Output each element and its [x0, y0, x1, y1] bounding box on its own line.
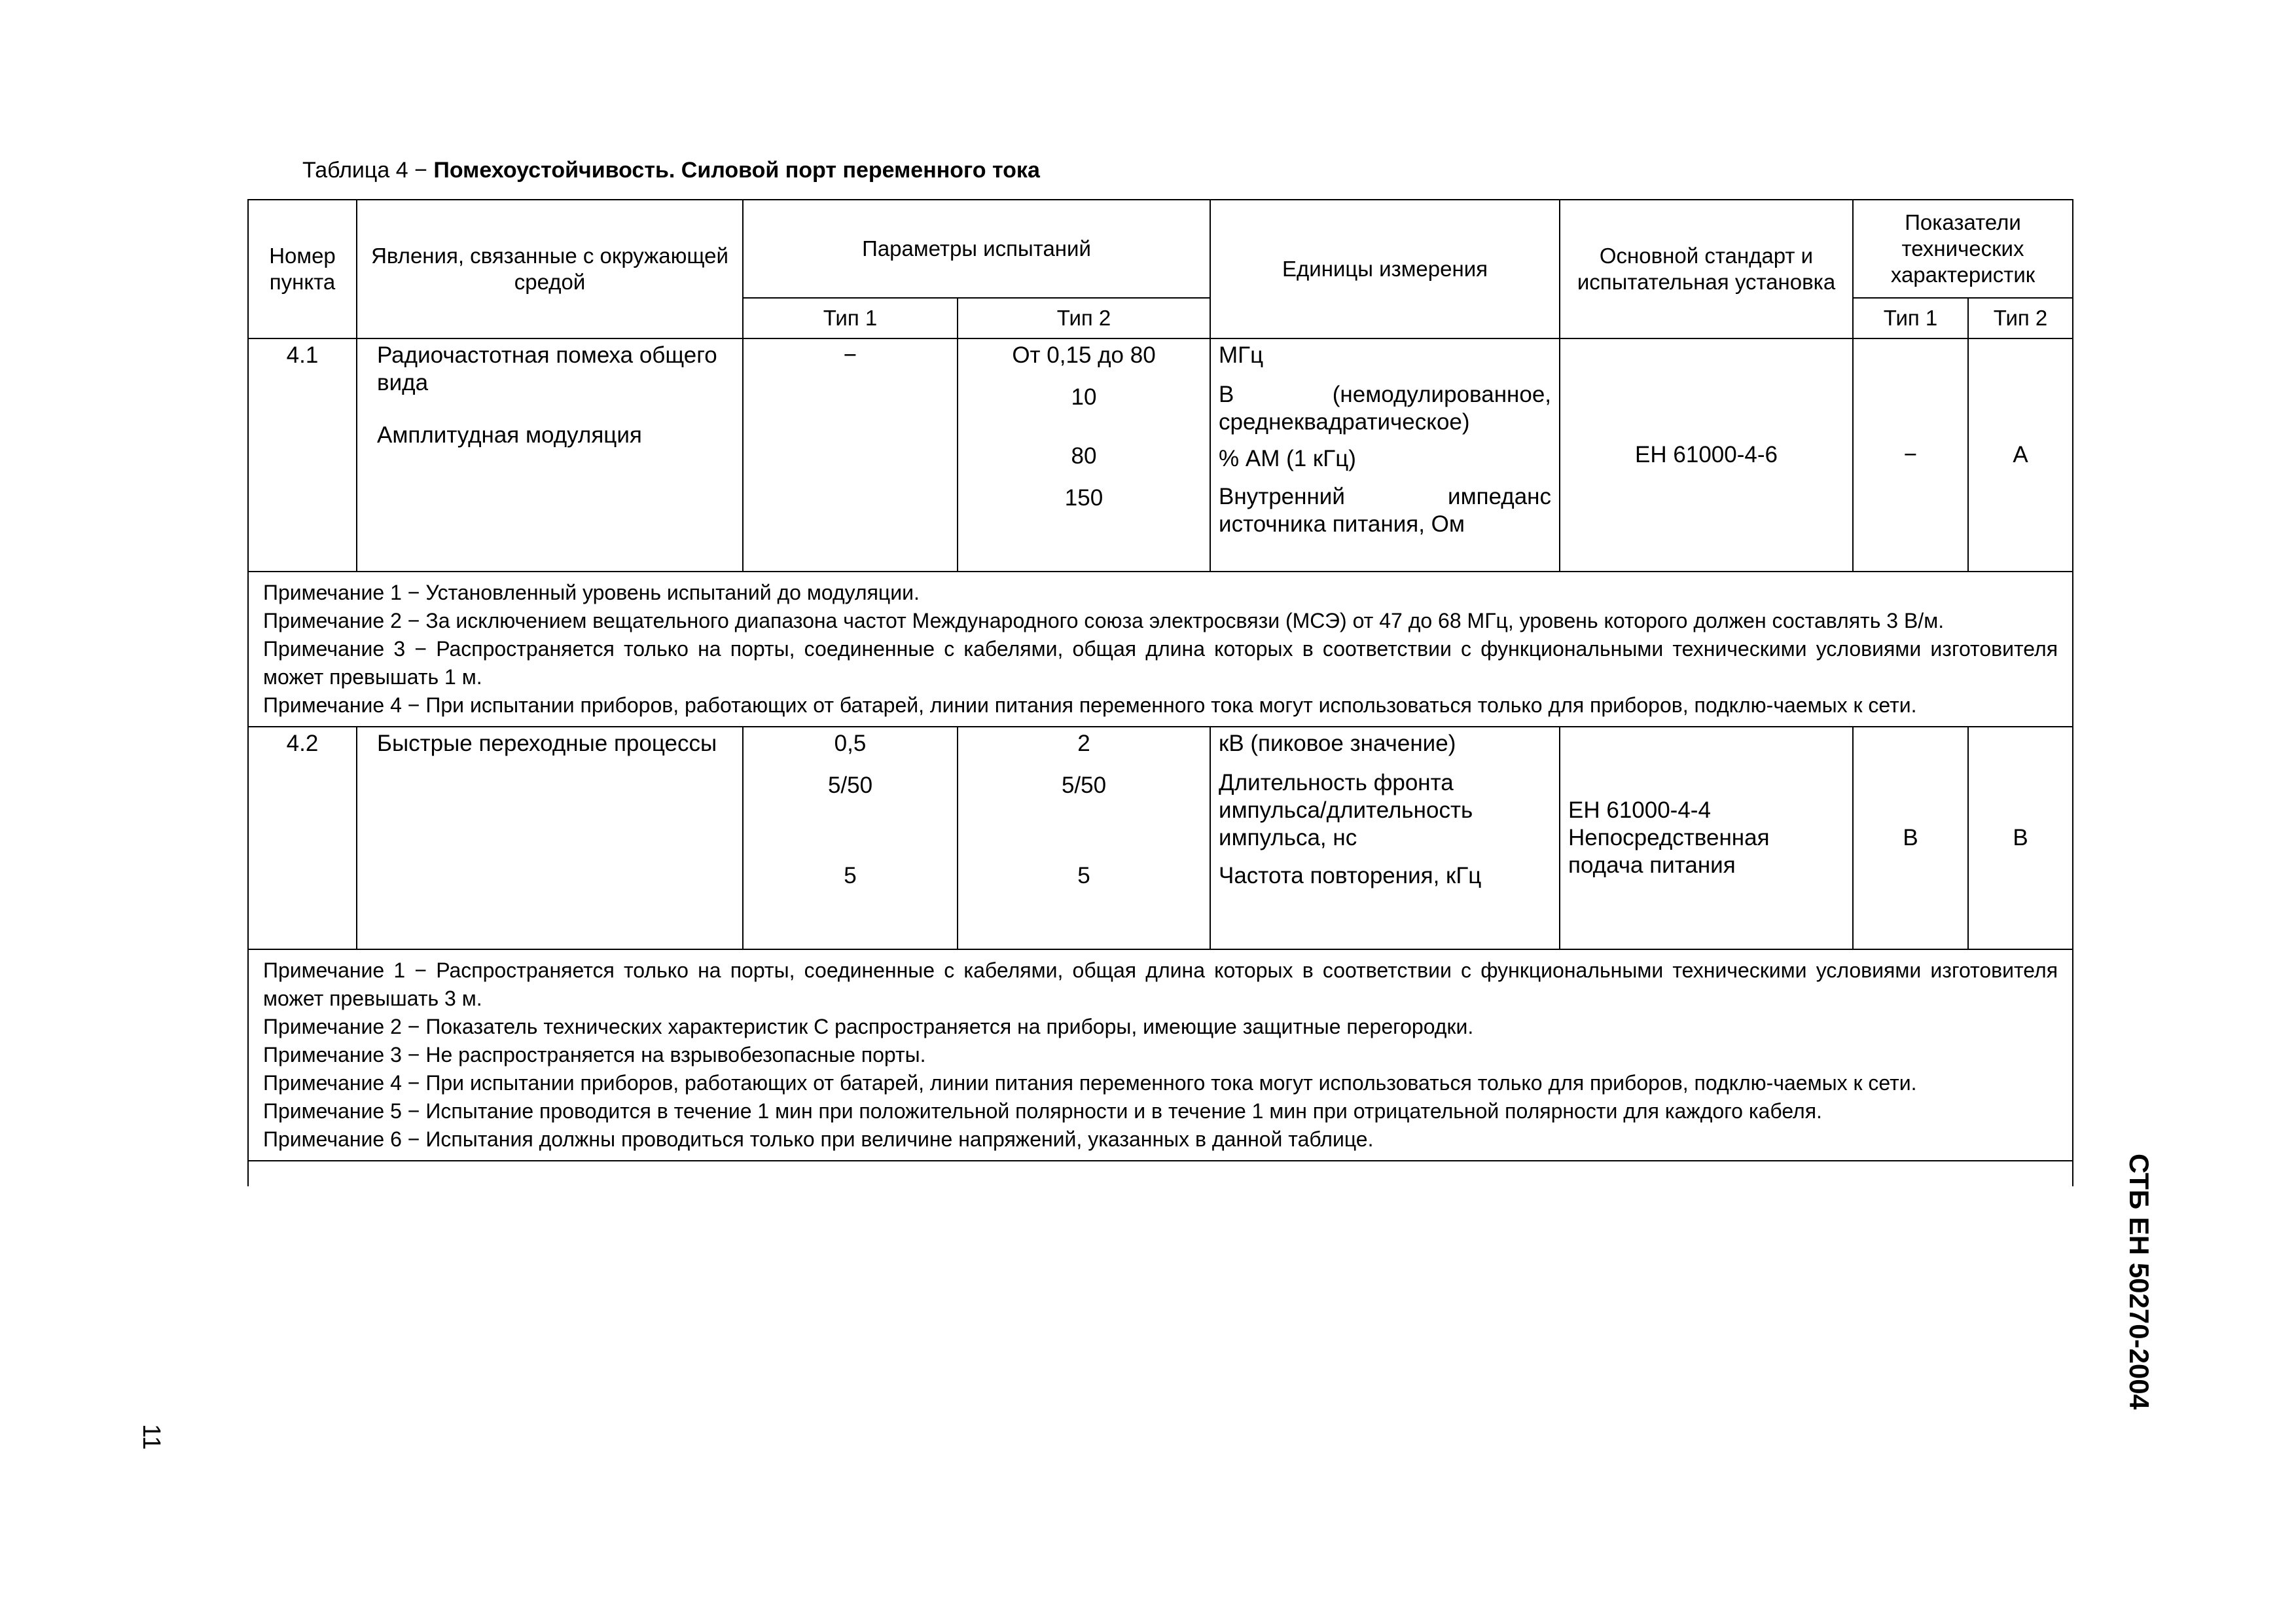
standard-4-1: ЕН 61000-4-6: [1560, 338, 1853, 572]
phenomena-4-1-main: Радиочастотная помеха общего вида: [377, 342, 717, 395]
note-item: Примечание 3 − Распространяется только на порты, соединенные с кабелями, общая длина которых в соответствии с функциональными техническими условиями изготовителя может превышать 1 м.: [263, 637, 2058, 689]
header-perf-type1: Тип 1: [1853, 298, 1968, 338]
immunity-table: [247, 199, 2073, 1186]
perf-type2-4-2: В: [1968, 727, 2073, 949]
header-item-no: Номер пункта: [248, 200, 357, 338]
note-item: Примечание 2 − Показатель технических характеристик С распространяется на приборы, имеющие защитные перегородки.: [263, 1015, 1474, 1038]
note-item: Примечание 4 − При испытании приборов, работающих от батарей, линии питания переменного тока могут использоваться только для приборов, подклю-чаемых к сети.: [263, 693, 1917, 717]
type2-value: 2: [1077, 731, 1090, 756]
standard-4-2-method: Непосредственная подача питания: [1568, 825, 1770, 878]
type1-value: 0,5: [834, 731, 867, 756]
item-no-4-2: 4.2: [248, 727, 357, 949]
type2-value: 5/50: [1061, 773, 1107, 798]
perf-type2-4-1: А: [1968, 338, 2073, 572]
note-item: Примечание 5 − Испытание проводится в течение 1 мин при положительной полярности и в течение 1 мин при отрицательной полярности для каждого кабеля.: [263, 1099, 1822, 1123]
header-standard: Основной стандарт и испытательная установка: [1560, 200, 1853, 338]
header-params-type2: Тип 2: [958, 298, 1210, 338]
units-4-2: [1210, 727, 1560, 949]
unit-value: Внутренний импеданс источника питания, Ом: [1219, 484, 1552, 537]
row-4-2: [248, 727, 2073, 949]
perf-type1-4-1: −: [1853, 338, 1968, 572]
note-item: Примечание 1 − Распространяется только на порты, соединенные с кабелями, общая длина которых в соответствии с функциональными техническими условиями изготовителя может превышать 3 м.: [263, 958, 2058, 1010]
type2-value: 5: [1077, 863, 1090, 888]
unit-value: Длительность фронта импульса/длительность импульса, нс: [1219, 770, 1473, 850]
note-item: Примечание 4 − При испытании приборов, работающих от батарей, линии питания переменного тока могут использоваться только для приборов, подклю-чаемых к сети.: [263, 1071, 1917, 1095]
unit-value: кВ (пиковое значение): [1219, 731, 1456, 756]
header-phenomena: Явления, связанные с окружающей средой: [357, 200, 743, 338]
type2-value: 150: [1064, 485, 1103, 511]
type1-value: 5: [844, 863, 857, 888]
header-perf-type2: Тип 2: [1968, 298, 2073, 338]
note-item: Примечание 1 − Установленный уровень испытаний до модуляции.: [263, 581, 920, 604]
table-continuation-cell: [248, 1161, 2073, 1186]
phenomena-4-2-main: Быстрые переходные процессы: [377, 731, 717, 756]
perf-type1-4-2: В: [1853, 727, 1968, 949]
header-test-params: Параметры испытаний: [743, 200, 1210, 298]
phenomena-4-2: [357, 727, 743, 949]
type2-value: 80: [1071, 443, 1097, 469]
phenomena-4-1: [357, 338, 743, 572]
type2-value: 10: [1071, 384, 1097, 410]
params-type2-4-1: [958, 338, 1210, 572]
params-type1-4-1: −: [743, 338, 958, 572]
params-type2-4-2: [958, 727, 1210, 949]
unit-value: Частота повторения, кГц: [1219, 863, 1482, 888]
unit-value: МГц: [1219, 342, 1264, 368]
params-type1-4-2: [743, 727, 958, 949]
unit-value: % АМ (1 кГц): [1219, 446, 1356, 471]
units-4-1: [1210, 338, 1560, 572]
standard-4-2-code: ЕН 61000-4-4: [1568, 797, 1711, 823]
type2-value: От 0,15 до 80: [1012, 342, 1156, 368]
header-params-type1: Тип 1: [743, 298, 958, 338]
notes-4-1: [248, 572, 2073, 727]
item-no-4-1: 4.1: [248, 338, 357, 572]
document-code: СТБ ЕН 50270-2004: [2124, 1154, 2155, 1410]
notes-4-2-row: [248, 949, 2073, 1161]
notes-4-1-row: [248, 572, 2073, 727]
header-performance: Показатели технических характеристик: [1853, 200, 2073, 298]
standard-4-2: [1560, 727, 1853, 949]
note-item: Примечание 2 − За исключением вещательного диапазона частот Международного союза электросвязи (МСЭ) от 47 до 68 МГц, уровень которого должен составлять 3 В/м.: [263, 609, 1945, 632]
caption-title: Помехоустойчивость. Силовой порт переменного тока: [433, 158, 1040, 183]
caption-prefix: Таблица 4 −: [302, 158, 434, 183]
header-units: Единицы измерения: [1210, 200, 1560, 338]
phenomena-4-1-modulation: Амплитудная модуляция: [377, 422, 642, 448]
unit-value: В (немодулированное, среднеквадратическое): [1219, 382, 1552, 435]
table-caption: [302, 156, 1040, 185]
notes-4-2: [248, 949, 2073, 1161]
header-row: [248, 200, 2073, 298]
table-continuation: [248, 1161, 2073, 1186]
page-number: 11: [137, 1424, 165, 1450]
type1-value: 5/50: [827, 773, 873, 798]
row-4-1: [248, 338, 2073, 572]
note-item: Примечание 6 − Испытания должны проводиться только при величине напряжений, указанных в данной таблице.: [263, 1127, 1374, 1151]
note-item: Примечание 3 − Не распространяется на взрывобезопасные порты.: [263, 1043, 926, 1067]
